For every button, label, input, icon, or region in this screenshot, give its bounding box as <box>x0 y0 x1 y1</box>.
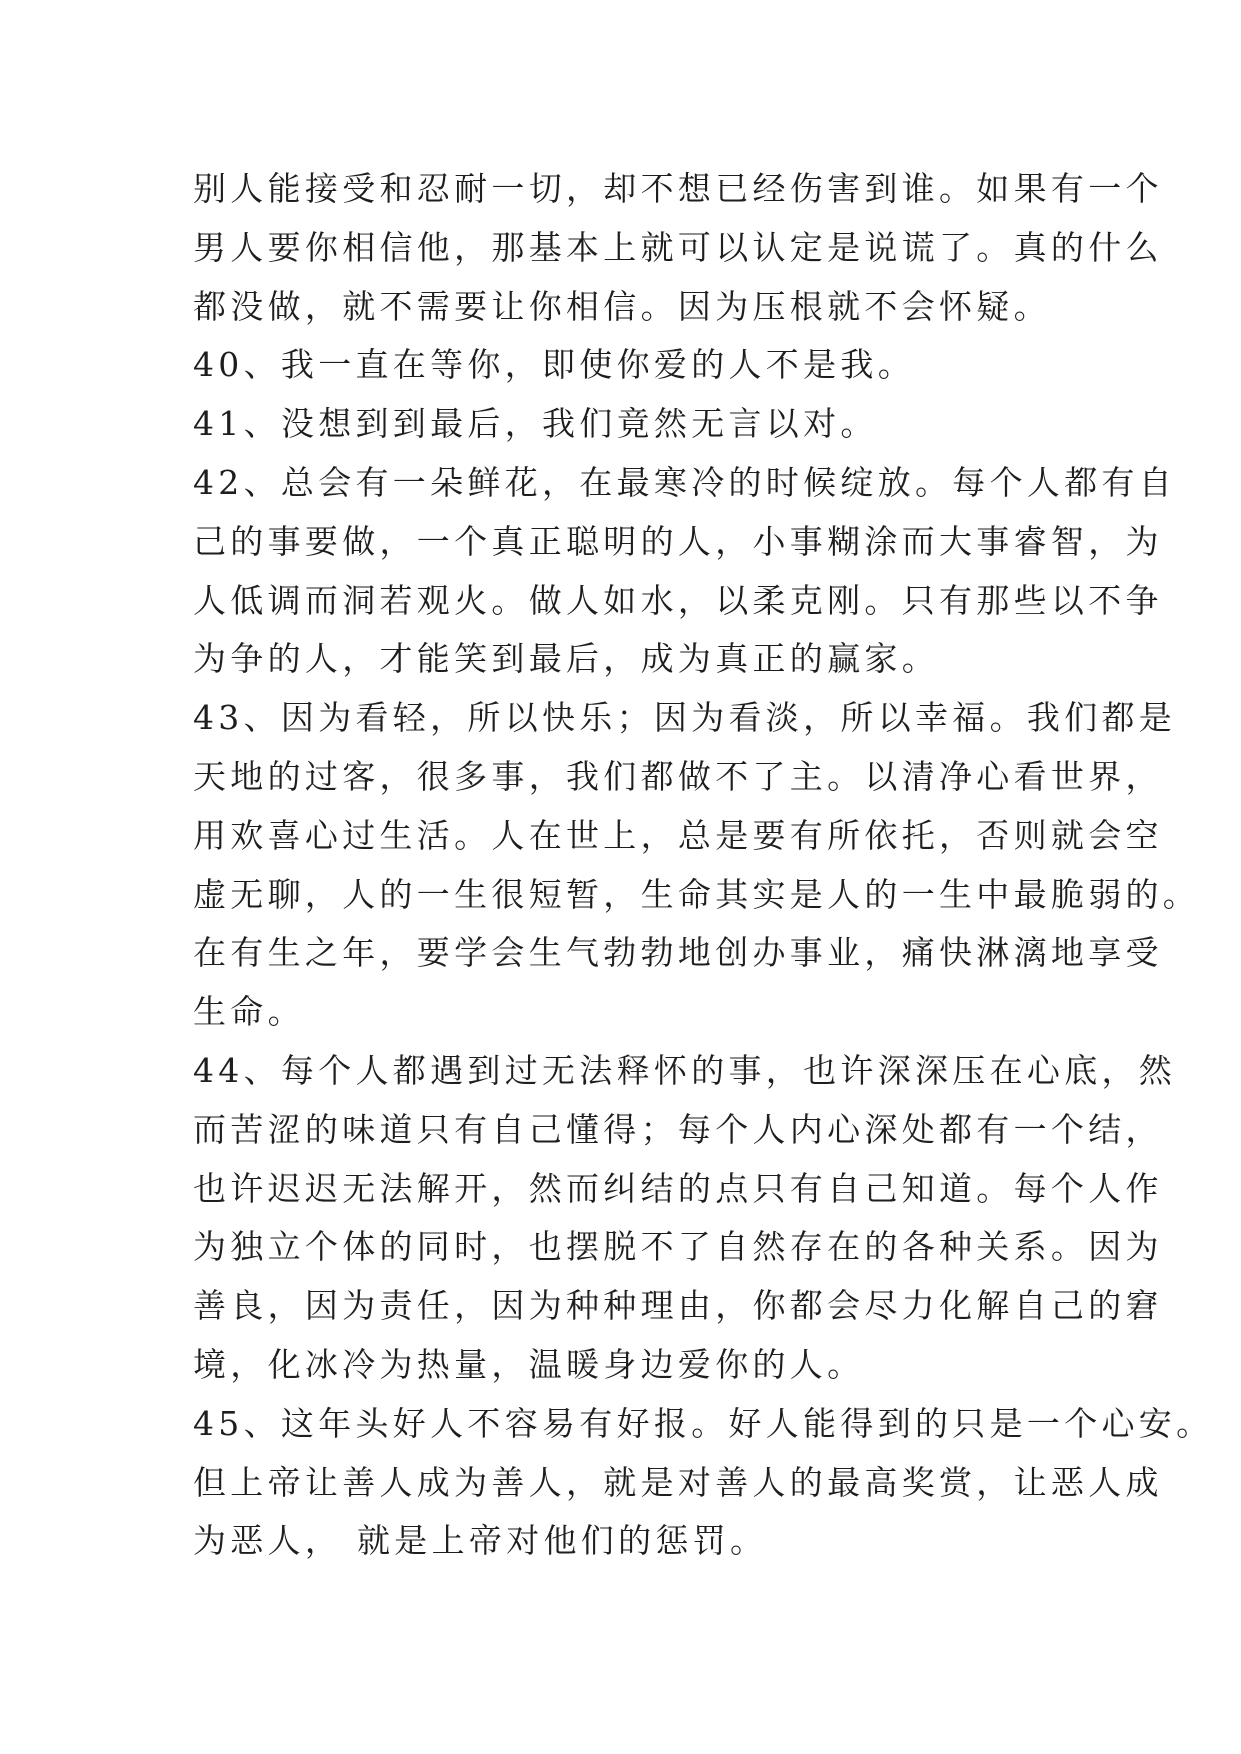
text-line: 40、我一直在等你，即使你爱的人不是我。 <box>193 345 915 385</box>
text-line: 而苦涩的味道只有自己懂得；每个人内心深处都有一个结， <box>193 1109 1163 1149</box>
text-line: 虚无聊，人的一生很短暂，生命其实是人的一生中最脆弱的。 <box>193 874 1201 914</box>
text-line: 为恶人， 就是上帝对他们的惩罚。 <box>193 1521 768 1561</box>
body-text <box>193 160 1214 1571</box>
text-line: 生命。 <box>193 992 305 1032</box>
text-line: 43、因为看轻，所以快乐；因为看淡，所以幸福。我们都是 <box>193 698 1177 738</box>
text-line: 在有生之年，要学会生气勃勃地创办事业，痛快淋漓地享受 <box>193 933 1163 973</box>
text-line: 41、没想到到最后，我们竟然无言以对。 <box>193 404 878 444</box>
text-line: 己的事要做，一个真正聪明的人，小事糊涂而大事睿智，为 <box>193 521 1163 561</box>
text-line: 善良，因为责任，因为种种理由，你都会尽力化解自己的窘 <box>193 1286 1163 1326</box>
text-line: 天地的过客，很多事，我们都做不了主。以清净心看世界， <box>193 756 1163 796</box>
text-line: 都没做，就不需要让你相信。因为压根就不会怀疑。 <box>193 286 1051 326</box>
text-line: 42、总会有一朵鲜花，在最寒冷的时候绽放。每个人都有自 <box>193 462 1177 502</box>
text-line: 为独立个体的同时，也摆脱不了自然存在的各种关系。因为 <box>193 1227 1163 1267</box>
text-line: 境，化冰冷为热量，温暖身边爱你的人。 <box>193 1344 865 1384</box>
text-line: 44、每个人都遇到过无法释怀的事，也许深深压在心底，然 <box>193 1050 1177 1090</box>
text-line: 人低调而洞若观火。做人如水，以柔克刚。只有那些以不争 <box>193 580 1163 620</box>
text-line: 也许迟迟无法解开，然而纠结的点只有自己知道。每个人作 <box>193 1168 1163 1208</box>
text-line: 但上帝让善人成为善人，就是对善人的最高奖赏，让恶人成 <box>193 1462 1163 1502</box>
text-line: 45、这年头好人不容易有好报。好人能得到的只是一个心安。 <box>193 1403 1214 1443</box>
text-line: 别人能接受和忍耐一切，却不想已经伤害到谁。如果有一个 <box>193 169 1163 208</box>
text-line: 为争的人，才能笑到最后，成为真正的赢家。 <box>193 639 939 679</box>
text-line: 男人要你相信他，那基本上就可以认定是说谎了。真的什么 <box>193 227 1163 267</box>
text-line: 用欢喜心过生活。人在世上，总是要有所依托，否则就会空 <box>193 815 1163 855</box>
